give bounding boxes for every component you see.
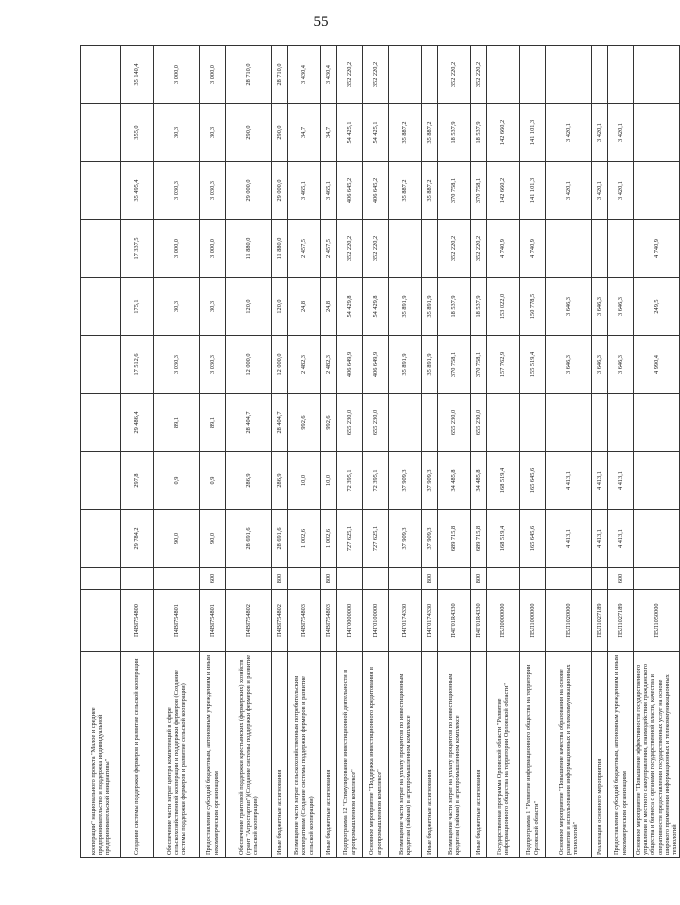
row-value-cell: 35 891,9 <box>422 278 438 336</box>
row-value-cell: 29 486,4 <box>121 394 154 452</box>
row-code-cell: П4Г0000000 <box>337 590 363 652</box>
row-value-cell: 72 395,1 <box>363 452 389 510</box>
row-value-cell <box>422 394 438 452</box>
row-value-cell: 3 646,3 <box>592 278 608 336</box>
row-value-cell: 3 646,3 <box>546 336 592 394</box>
row-value-cell: 4 413,1 <box>546 452 592 510</box>
row-vr-cell <box>389 568 422 590</box>
row-value-cell: 352 220,2 <box>438 220 471 278</box>
row-value-cell: 10,0 <box>288 452 321 510</box>
row-code-cell: П5Л1027189 <box>592 590 608 652</box>
row-code-cell: П5Л1000000 <box>520 590 546 652</box>
row-vr-cell <box>226 568 272 590</box>
row-value-cell: 3 420,1 <box>546 162 592 220</box>
row-value-cell: 3 420,1 <box>608 162 634 220</box>
table-row <box>272 46 288 858</box>
row-value-cell: 18 537,9 <box>471 278 487 336</box>
row-value-cell: 72 395,1 <box>337 452 363 510</box>
row-value-cell: 352 220,2 <box>363 46 389 104</box>
row-value-cell <box>81 46 121 104</box>
row-value-cell: 28 710,0 <box>272 46 288 104</box>
row-value-cell: 17 337,5 <box>121 220 154 278</box>
row-name-cell: кооперации" национального проекта "Малое и среднее предпринимательство и поддержка индивидуальной предпринимательской инициативы" <box>81 652 121 858</box>
row-value-cell: 155 519,4 <box>520 336 546 394</box>
row-value-cell: 727 625,1 <box>363 510 389 568</box>
row-name-cell: Реализация основного мероприятия <box>592 652 608 858</box>
row-name-cell: Подпрограмма 12 "Стимулирование инвестиционной деятельности в агропромышленном комплексе" <box>337 652 363 858</box>
row-value-cell: 168 519,4 <box>487 452 520 510</box>
row-value-cell: 30,3 <box>154 278 200 336</box>
row-code-cell: П5Л1020000 <box>546 590 592 652</box>
row-vr-cell <box>592 568 608 590</box>
row-value-cell: 90,0 <box>200 510 226 568</box>
row-value-cell: 28 404,7 <box>226 394 272 452</box>
row-value-cell <box>608 394 634 452</box>
table-row <box>288 46 321 858</box>
row-code-cell: П4ВI754801 <box>154 590 200 652</box>
budget-table <box>80 45 680 858</box>
row-value-cell: 3 646,3 <box>546 278 592 336</box>
row-value-cell: 1 002,6 <box>321 510 337 568</box>
row-name-cell: Предоставление субсидий бюджетным, автономным учреждениям и иным некоммерческим организациям <box>608 652 634 858</box>
row-value-cell: 120,0 <box>272 278 288 336</box>
row-value-cell: 37 909,3 <box>389 510 422 568</box>
row-code-cell: П4Г0174330 <box>389 590 422 652</box>
row-vr-cell <box>520 568 546 590</box>
row-value-cell: 286,9 <box>272 452 288 510</box>
row-value-cell: 10,0 <box>321 452 337 510</box>
table-row <box>363 46 389 858</box>
row-value-cell: 1 002,6 <box>288 510 321 568</box>
row-value-cell: 406 645,2 <box>363 162 389 220</box>
row-value-cell: 4 413,1 <box>592 452 608 510</box>
row-value-cell <box>81 510 121 568</box>
row-value-cell: 141 101,3 <box>520 162 546 220</box>
table-row <box>200 46 226 858</box>
row-value-cell: 35 891,9 <box>389 278 422 336</box>
row-value-cell <box>81 336 121 394</box>
row-value-cell: 370 758,1 <box>471 162 487 220</box>
row-value-cell <box>546 220 592 278</box>
row-value-cell: 992,6 <box>321 394 337 452</box>
row-value-cell: 141 101,3 <box>520 104 546 162</box>
row-name-cell: Иные бюджетные ассигнования <box>471 652 487 858</box>
row-value-cell <box>634 46 680 104</box>
row-name-cell: Возмещение части затрат на уплату процентов по инвестиционным кредитам (займам) в агропромышленном комплексе <box>438 652 471 858</box>
row-value-cell: 4 413,1 <box>608 452 634 510</box>
row-value-cell: 992,6 <box>288 394 321 452</box>
row-value-cell: 24,8 <box>321 278 337 336</box>
row-value-cell: 37 909,3 <box>422 452 438 510</box>
row-name-cell: Возмещение части затрат сельскохозяйственным потребительским кооперативам (Создание системы поддержки фермеров и развитие сельской кооперации) <box>288 652 321 858</box>
row-value-cell: 18 537,9 <box>438 104 471 162</box>
row-value-cell: 175,1 <box>121 278 154 336</box>
row-value-cell: 3 420,1 <box>608 104 634 162</box>
row-value-cell <box>422 46 438 104</box>
row-value-cell: 352 220,2 <box>471 46 487 104</box>
row-value-cell <box>81 220 121 278</box>
row-value-cell: 54 429,8 <box>337 278 363 336</box>
row-value-cell: 2 457,5 <box>288 220 321 278</box>
row-value-cell: 153 022,0 <box>487 278 520 336</box>
row-value-cell: 355,0 <box>121 104 154 162</box>
row-value-cell: 286,9 <box>226 452 272 510</box>
row-name-cell: Подпрограмма 1 "Развитие информационного общества на территории Орловской области" <box>520 652 546 858</box>
table-row <box>121 46 154 858</box>
row-value-cell: 370 758,1 <box>471 336 487 394</box>
row-value-cell <box>634 510 680 568</box>
row-vr-cell: 600 <box>608 568 634 590</box>
row-value-cell: 3 465,1 <box>288 162 321 220</box>
row-value-cell: 4 413,1 <box>608 510 634 568</box>
row-value-cell <box>389 220 422 278</box>
row-code-cell: П5Л0000000 <box>487 590 520 652</box>
row-value-cell: 54 425,1 <box>337 104 363 162</box>
row-value-cell: 689 715,8 <box>471 510 487 568</box>
row-value-cell: 35 887,2 <box>389 162 422 220</box>
row-name-cell: Иные бюджетные ассигнования <box>321 652 337 858</box>
row-value-cell: 12 000,0 <box>272 336 288 394</box>
row-value-cell: 35 495,4 <box>121 162 154 220</box>
row-value-cell: 4 740,9 <box>520 220 546 278</box>
row-vr-cell <box>81 568 121 590</box>
row-value-cell: 54 425,1 <box>363 104 389 162</box>
row-vr-cell: 800 <box>321 568 337 590</box>
row-value-cell: 28 710,0 <box>226 46 272 104</box>
row-value-cell: 3 420,1 <box>546 104 592 162</box>
table-row <box>389 46 422 858</box>
table-row <box>154 46 200 858</box>
row-value-cell <box>520 394 546 452</box>
row-value-cell <box>634 452 680 510</box>
row-value-cell: 28 404,7 <box>272 394 288 452</box>
row-value-cell: 142 660,2 <box>487 162 520 220</box>
row-value-cell: 3 000,0 <box>154 220 200 278</box>
table-row <box>321 46 337 858</box>
row-vr-cell <box>634 568 680 590</box>
row-value-cell: 17 512,6 <box>121 336 154 394</box>
table-row <box>471 46 487 858</box>
row-value-cell: 3 000,0 <box>154 46 200 104</box>
row-vr-cell <box>121 568 154 590</box>
row-value-cell <box>81 394 121 452</box>
row-value-cell: 352 220,2 <box>471 220 487 278</box>
row-value-cell: 2 457,5 <box>321 220 337 278</box>
rotated-table-wrapper <box>80 46 678 858</box>
row-value-cell <box>546 394 592 452</box>
row-value-cell: 35 887,2 <box>422 104 438 162</box>
row-value-cell: 290,0 <box>272 104 288 162</box>
row-value-cell: 0,9 <box>200 452 226 510</box>
row-value-cell: 142 660,2 <box>487 104 520 162</box>
row-name-cell: Иные бюджетные ассигнования <box>272 652 288 858</box>
row-value-cell: 249,5 <box>634 278 680 336</box>
table-row <box>337 46 363 858</box>
row-value-cell: 4 740,9 <box>487 220 520 278</box>
table-row <box>520 46 546 858</box>
row-value-cell: 406 645,2 <box>337 162 363 220</box>
row-vr-cell: 600 <box>200 568 226 590</box>
row-vr-cell <box>154 568 200 590</box>
row-value-cell: 0,9 <box>154 452 200 510</box>
row-value-cell: 352 220,2 <box>363 220 389 278</box>
row-value-cell <box>487 46 520 104</box>
table-row <box>546 46 592 858</box>
row-value-cell: 28 691,6 <box>226 510 272 568</box>
row-value-cell <box>608 220 634 278</box>
row-value-cell: 4 413,1 <box>546 510 592 568</box>
row-value-cell: 29 000,0 <box>272 162 288 220</box>
row-vr-cell <box>363 568 389 590</box>
row-value-cell: 3 646,3 <box>592 336 608 394</box>
row-value-cell: 30,3 <box>154 104 200 162</box>
row-value-cell: 34,7 <box>288 104 321 162</box>
row-name-cell: Государственная программа Орловской области "Развитие информационного общества на территории Орловской области" <box>487 652 520 858</box>
row-value-cell <box>389 46 422 104</box>
row-code-cell: П5Л1027189 <box>608 590 634 652</box>
row-value-cell <box>81 452 121 510</box>
row-code-cell: П4ВI754800 <box>121 590 154 652</box>
row-value-cell: 150 778,5 <box>520 278 546 336</box>
row-value-cell <box>634 162 680 220</box>
row-value-cell: 3 420,1 <box>592 104 608 162</box>
row-value-cell: 3 430,4 <box>321 46 337 104</box>
row-value-cell: 3 030,3 <box>200 336 226 394</box>
row-value-cell: 4 990,4 <box>634 336 680 394</box>
row-value-cell: 689 715,8 <box>438 510 471 568</box>
row-value-cell: 352 220,2 <box>337 46 363 104</box>
row-value-cell: 35 140,4 <box>121 46 154 104</box>
table-row <box>81 46 121 858</box>
table-row <box>608 46 634 858</box>
row-value-cell <box>81 278 121 336</box>
table-row <box>226 46 272 858</box>
row-name-cell: Обеспечение грантовой поддержки крестьянских (фермерских) хозяйств (грант "Агростартап")(Создание системы поддержки фермеров и развитие сельской кооперации) <box>226 652 272 858</box>
row-value-cell <box>608 46 634 104</box>
row-vr-cell: 800 <box>471 568 487 590</box>
row-value-cell <box>81 104 121 162</box>
row-value-cell: 11 880,0 <box>272 220 288 278</box>
row-value-cell: 297,8 <box>121 452 154 510</box>
row-code-cell: П4Г0174330 <box>422 590 438 652</box>
row-value-cell: 89,1 <box>200 394 226 452</box>
row-value-cell: 18 537,9 <box>438 278 471 336</box>
row-value-cell: 37 909,3 <box>422 510 438 568</box>
row-value-cell: 54 429,8 <box>363 278 389 336</box>
row-value-cell: 168 519,4 <box>487 510 520 568</box>
row-value-cell: 29 000,0 <box>226 162 272 220</box>
row-value-cell: 12 000,0 <box>226 336 272 394</box>
row-code-cell: П4ВI754802 <box>226 590 272 652</box>
row-value-cell: 4 413,1 <box>592 510 608 568</box>
row-value-cell <box>592 220 608 278</box>
row-value-cell: 370 758,1 <box>438 336 471 394</box>
row-name-cell: Основное мероприятие "Повышение качества образования на основе развития и использования информационных и телекоммуникационных технологий" <box>546 652 592 858</box>
row-value-cell <box>592 46 608 104</box>
row-value-cell: 3 030,3 <box>200 162 226 220</box>
row-value-cell <box>487 394 520 452</box>
row-name-cell: Основное мероприятие "Поддержка инвестиционного кредитования в агропромышленном комплексе" <box>363 652 389 858</box>
row-value-cell: 157 762,9 <box>487 336 520 394</box>
row-code-cell: П4ВI754801 <box>200 590 226 652</box>
row-code-cell: П4ВI754803 <box>321 590 337 652</box>
row-value-cell: 18 537,9 <box>471 104 487 162</box>
row-value-cell: 290,0 <box>226 104 272 162</box>
row-value-cell: 34 485,8 <box>471 452 487 510</box>
row-vr-cell: 800 <box>272 568 288 590</box>
row-value-cell: 89,1 <box>154 394 200 452</box>
row-value-cell: 655 230,0 <box>363 394 389 452</box>
row-value-cell: 406 649,9 <box>363 336 389 394</box>
table-row <box>422 46 438 858</box>
row-value-cell <box>592 394 608 452</box>
row-value-cell: 3 465,1 <box>321 162 337 220</box>
row-value-cell: 29 784,2 <box>121 510 154 568</box>
row-value-cell <box>634 394 680 452</box>
row-value-cell: 165 645,6 <box>520 510 546 568</box>
row-value-cell: 655 230,0 <box>438 394 471 452</box>
row-value-cell: 30,3 <box>200 104 226 162</box>
row-vr-cell: 800 <box>422 568 438 590</box>
row-value-cell: 4 740,9 <box>634 220 680 278</box>
row-value-cell: 3 430,4 <box>288 46 321 104</box>
row-name-cell: Основное мероприятие "Повышение эффективности государственного управления и местного самоуправления, взаимодействия гражданского общества и бизнеса с органами государственной власти, качества и оперативности предоставления государственных услуг на основе широкого применения информационных и телекоммуникационных технологий <box>634 652 680 858</box>
row-value-cell: 11 880,0 <box>226 220 272 278</box>
row-vr-cell <box>288 568 321 590</box>
row-value-cell: 3 646,3 <box>608 278 634 336</box>
row-value-cell: 3 646,3 <box>608 336 634 394</box>
table-row <box>487 46 520 858</box>
row-value-cell: 165 645,6 <box>520 452 546 510</box>
row-value-cell: 3 420,1 <box>592 162 608 220</box>
row-value-cell <box>520 46 546 104</box>
row-value-cell: 3 000,0 <box>200 220 226 278</box>
row-value-cell <box>546 46 592 104</box>
row-name-cell: Предоставление субсидий бюджетным, автономным учреждениям и иным некоммерческим организациям <box>200 652 226 858</box>
row-value-cell: 35 891,9 <box>389 336 422 394</box>
row-code-cell: П4ВI754802 <box>272 590 288 652</box>
row-value-cell: 28 691,6 <box>272 510 288 568</box>
row-value-cell: 2 482,3 <box>321 336 337 394</box>
row-code-cell: П5Л1050000 <box>634 590 680 652</box>
table-body <box>81 46 680 858</box>
row-value-cell: 34 485,8 <box>438 452 471 510</box>
row-value-cell: 90,0 <box>154 510 200 568</box>
row-value-cell: 370 758,1 <box>438 162 471 220</box>
row-value-cell: 34,7 <box>321 104 337 162</box>
row-vr-cell <box>487 568 520 590</box>
row-value-cell: 352 220,2 <box>438 46 471 104</box>
row-name-cell: Обеспечение части затрат центра компетенций в сфере сельскохозяйственной кооперации и поддержки фермеров (Создание системы поддержки фермеров и развитие сельской кооперации) <box>154 652 200 858</box>
row-name-cell: Создание системы поддержки фермеров и развитие сельской кооперации <box>121 652 154 858</box>
row-value-cell: 120,0 <box>226 278 272 336</box>
row-code-cell: П4Г01R4330 <box>438 590 471 652</box>
table-row <box>592 46 608 858</box>
row-value-cell: 727 625,1 <box>337 510 363 568</box>
row-vr-cell <box>337 568 363 590</box>
row-value-cell <box>634 104 680 162</box>
row-value-cell: 35 887,2 <box>389 104 422 162</box>
row-value-cell: 655 230,0 <box>471 394 487 452</box>
row-vr-cell <box>546 568 592 590</box>
row-value-cell: 2 482,3 <box>288 336 321 394</box>
row-value-cell: 655 230,0 <box>337 394 363 452</box>
row-value-cell <box>389 394 422 452</box>
row-value-cell: 24,8 <box>288 278 321 336</box>
row-value-cell: 35 887,2 <box>422 162 438 220</box>
row-value-cell: 37 909,3 <box>389 452 422 510</box>
row-code-cell <box>81 590 121 652</box>
row-code-cell: П4Г01R4330 <box>471 590 487 652</box>
row-code-cell: П4Г0100000 <box>363 590 389 652</box>
row-value-cell: 35 891,9 <box>422 336 438 394</box>
table-row <box>438 46 471 858</box>
page-number: 55 <box>313 14 329 30</box>
row-value-cell: 406 649,9 <box>337 336 363 394</box>
row-value-cell: 3 000,0 <box>200 46 226 104</box>
row-name-cell: Иные бюджетные ассигнования <box>422 652 438 858</box>
row-name-cell: Возмещение части затрат на уплату процентов по инвестиционным кредитам (займам) в агропромышленном комплексе <box>389 652 422 858</box>
row-value-cell: 3 030,3 <box>154 336 200 394</box>
row-code-cell: П4ВI754803 <box>288 590 321 652</box>
row-vr-cell <box>438 568 471 590</box>
row-value-cell: 3 030,3 <box>154 162 200 220</box>
table-row <box>634 46 680 858</box>
row-value-cell: 30,3 <box>200 278 226 336</box>
row-value-cell <box>422 220 438 278</box>
row-value-cell: 352 220,2 <box>337 220 363 278</box>
row-value-cell <box>81 162 121 220</box>
